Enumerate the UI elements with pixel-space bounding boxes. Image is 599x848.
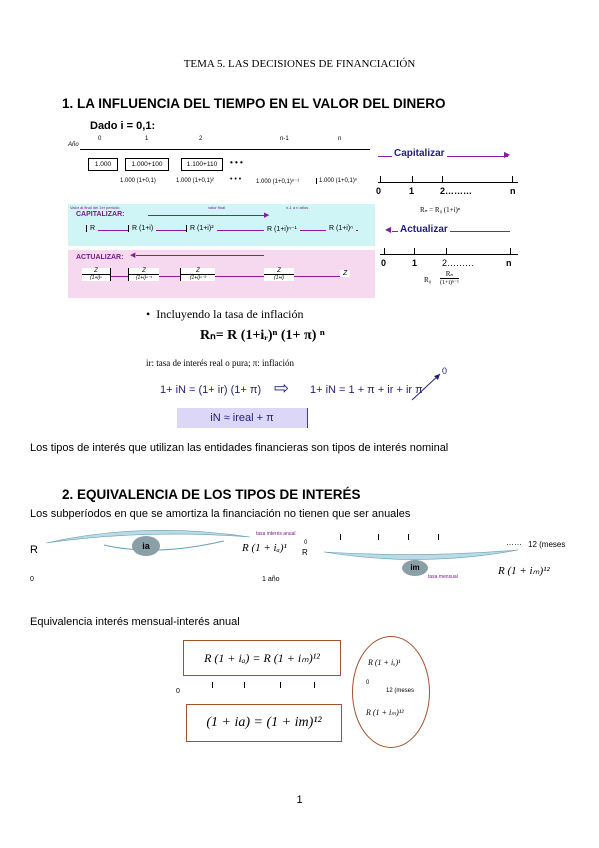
ia-label: ia [142,541,150,551]
inflation-note: ir: tasa de interés real o pura; π: inflación [146,358,294,368]
act-item-0: Z (1+i)ⁿ [82,268,111,281]
main-formula: Rₙ= R (1+iᵣ)ⁿ (1+ π) ⁿ [200,328,325,343]
monthly-r: R [302,548,308,557]
section-2-title: 2. EQUIVALENCIA DE LOS TIPOS DE INTERÉS [62,487,361,502]
one-year-label: 1 año [262,576,280,583]
fisher-zero: 0 [442,366,448,376]
fisher-left: 1+ iN = (1+ ir) (1+ π) [160,384,262,396]
cap-value-n: 1.000 (1+0,1)ⁿ [316,178,357,184]
cap-note-3: n-1 a n años [286,205,309,210]
oval-top-formula: R (1 + iₐ)¹ [368,658,401,667]
bullet-text: Incluyendo la tasa de inflación [156,307,304,321]
im-bubble [402,560,428,576]
tick-label-n: n [338,136,342,142]
act-item-1: Z (1+i)ⁿ⁻¹ [128,268,159,281]
act-panel-line [88,276,348,277]
act-formula-numerator: Rₙ [440,270,459,279]
cap-value-1: 1.000 (1+0,1) [120,178,156,184]
act-panel-arrow [136,255,264,256]
cap-axis-label-n: n [510,186,516,196]
equivalence-subtitle: Equivalencia interés mensual-interés anual [30,616,240,628]
actualizar-label: Actualizar [400,224,448,235]
cap-item-2: R (1+i)² [186,225,217,232]
year-label: Año [68,142,79,148]
section-1-title: 1. LA INFLUENCIA DEL TIEMPO EN EL VALOR DEL DINERO [62,96,446,111]
ia-note: tasa interés anual [256,531,296,537]
inflation-bullet [146,307,303,322]
month-tick-2 [378,534,379,540]
cap-axis-tick-2 [442,176,443,182]
equation-top: R (1 + iₐ) = R (1 + iₘ)¹² [204,651,320,665]
equation-bottom: (1 + ia) = (1 + im)¹² [206,715,322,730]
months-label: 12 (meses [528,540,566,549]
im-note: tasa mensual [428,574,458,580]
section-2-paragraph: Los subperíodos en que se amortiza la financiación no tienen que ser anuales [30,508,411,520]
ellipsis-dots: • • • [230,158,243,167]
act-axis-tick-2 [446,248,447,254]
act-axis-tick-n [510,248,511,254]
oval-months: 12 (meses [386,688,415,694]
fisher-right: 1+ iN = 1 + π + ir + ir π [310,384,423,396]
given-rate: Dado i = 0,1: [90,120,156,132]
cap-note-1: Valor al final del 1er periodo [70,205,120,210]
capitalizar-panel [68,204,375,246]
oval-bottom-formula: R (1 + iₘ)¹² [366,708,404,717]
approx-box [177,408,308,428]
act-item-4: Z [340,270,350,277]
eq-tick-2 [244,682,245,688]
cap-axis-tick-0 [380,176,381,182]
act-axis-tick-0 [384,248,385,254]
monthly-formula: R (1 + iₘ)¹² [498,565,550,577]
timeline-figure [68,116,375,298]
eq-tick-4 [314,682,315,688]
act-item-2: Z (1+i)ⁿ⁻² [180,268,215,281]
tick-label-2: 2 [199,136,203,142]
act-panel-arrowhead: ◀ [130,252,136,259]
actualizar-arrowhead: ◀ [385,225,392,234]
tick-label-n-1: n-1 [280,136,289,142]
cap-item-3: R (1+i)ⁿ⁻¹ [264,225,300,233]
timeline-axis [80,149,370,150]
value-box-0: 1.000 [88,158,118,171]
value-box-2: 1.100+110 [181,158,223,171]
cap-axis-label-2: 2……… [440,186,473,196]
page-header: TEMA 5. LAS DECISIONES DE FINANCIACIÓN [183,58,416,70]
equation-top-box [183,640,341,676]
month-ellipsis: …… [506,538,522,547]
cap-note-2: valor final [208,205,226,210]
cap-panel-arrow [148,215,268,216]
implies-arrow-icon: ⇨ [274,378,290,398]
cap-axis-tick-1 [412,176,413,182]
cap-value-dots: • • • [230,176,242,183]
act-axis-label-n: n [506,258,512,268]
cap-formula: Rₙ = R₀ (1+i)ⁿ [420,206,461,214]
capitalizar-arrowhead: ▶ [504,150,511,159]
eq-tick-1 [212,682,213,688]
act-axis [380,254,518,255]
cap-item-1: R (1+i) [128,225,156,232]
month-tick-3 [408,534,409,540]
section-1-paragraph: Los tipos de interés que utilizan las entidades financieras son tipos de interés nominal [30,442,449,454]
cap-axis-tick-n [512,176,513,182]
act-axis-tick-1 [414,248,415,254]
act-formula-left: R₀ [424,276,432,284]
page-number: 1 [296,794,303,806]
monthly-zero: 0 [304,540,308,546]
cap-item-0: R [86,225,98,232]
annual-formula: R (1 + iₐ)¹ [242,542,287,554]
cap-axis [378,182,518,183]
cap-value-n-1: 1.000 (1+0,1)ⁿ⁻¹ [256,179,300,185]
cap-axis-label-0: 0 [376,186,382,196]
cap-panel-title: CAPITALIZAR: [76,211,125,218]
approx-formula: iN ≈ ireal + π [210,412,274,424]
equation-bottom-box [186,704,342,742]
act-axis-label-2: 2……… [442,258,475,268]
equation-zero: 0 [176,688,180,695]
actualizar-panel [68,250,375,298]
act-formula-denominator: (1+i)ⁿ⁻¹ [440,280,459,286]
act-axis-label-0: 0 [381,258,387,268]
act-formula-fraction [440,270,459,286]
month-tick-4 [438,534,439,540]
act-panel-title: ACTUALIZAR: [76,254,124,261]
tick-label-1: 1 [145,136,149,142]
bullet-dot-icon: • [146,307,151,321]
month-tick-1 [340,534,341,540]
cap-value-2: 1.000 (1+0,1)² [176,178,214,184]
capitalizar-label: Capitalizar [394,148,445,159]
act-axis-label-1: 1 [412,258,418,268]
oval-zero: 0 [366,680,370,686]
cap-item-4: R (1+i)ⁿ [326,225,356,232]
value-box-1: 1.000+100 [125,158,169,171]
cap-axis-label-1: 1 [409,186,415,196]
act-item-3: Z (1+i) [264,268,294,281]
cap-panel-arrowhead: ▶ [264,212,270,219]
tick-label-0: 0 [98,136,102,142]
annual-zero: 0 [30,576,34,583]
eq-tick-3 [280,682,281,688]
annual-r-label: R [30,544,38,556]
im-label: im [410,563,420,572]
ia-bubble [132,536,160,556]
